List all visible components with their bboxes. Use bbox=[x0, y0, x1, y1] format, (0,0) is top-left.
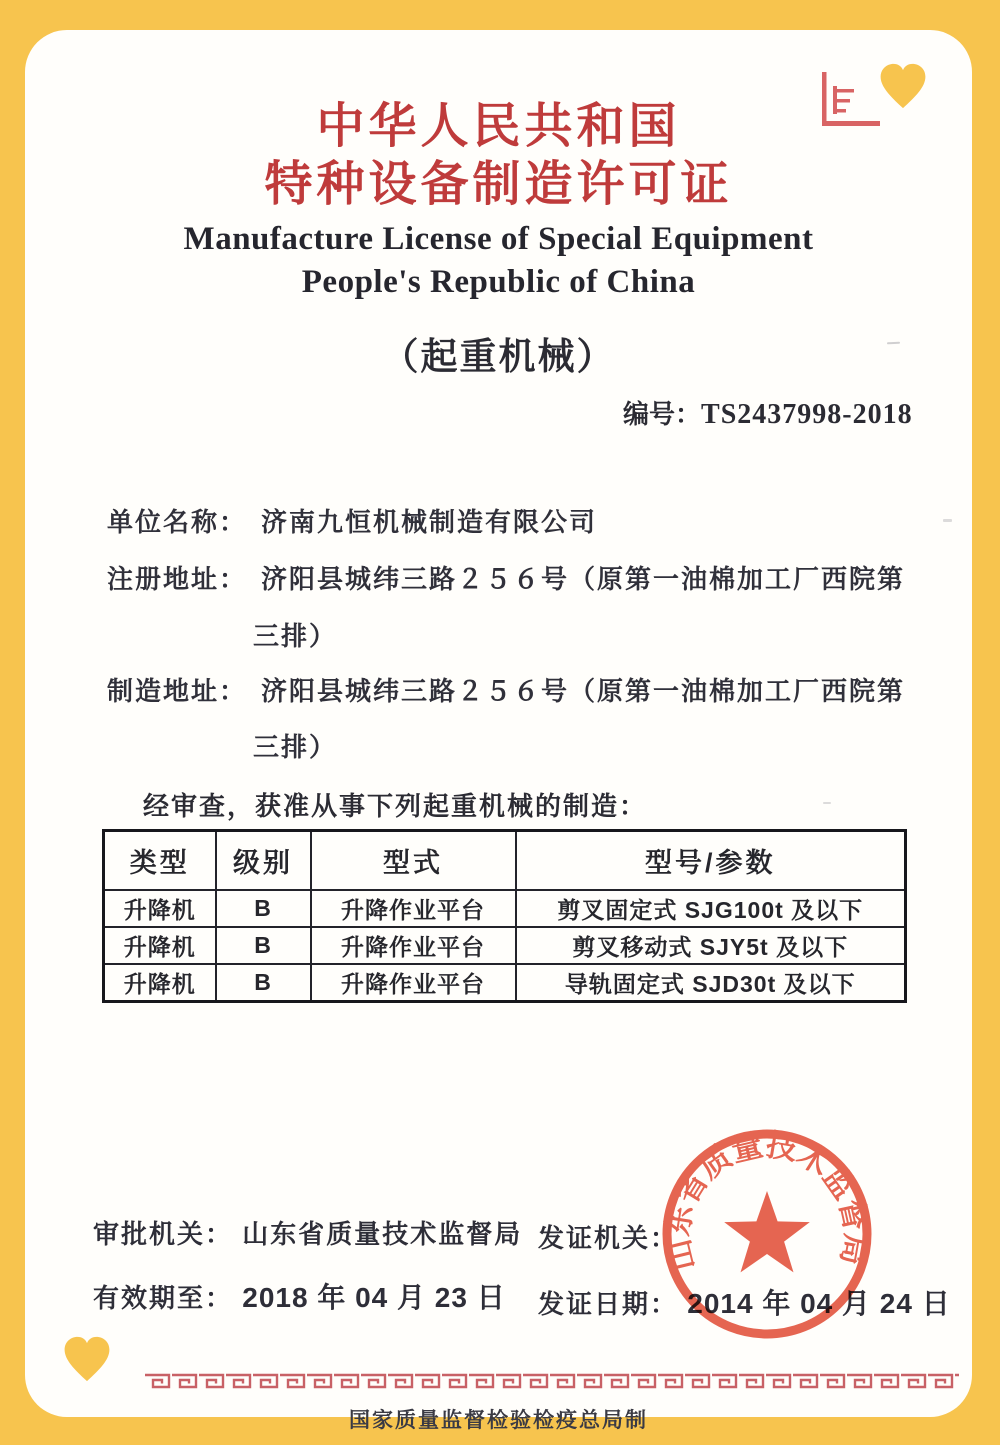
registered-address-line2: 三排） bbox=[253, 621, 338, 651]
table-row: 升降机 B 升降作业平台 导轨固定式 SJD30t 及以下 bbox=[104, 964, 906, 1002]
scan-artifact bbox=[943, 519, 952, 522]
registered-address-label: 注册地址： bbox=[107, 564, 248, 594]
col-header-grade: 级别 bbox=[216, 831, 311, 891]
title-cn-line1: 中华人民共和国 bbox=[316, 100, 681, 153]
manufacture-address-label: 制造地址： bbox=[107, 676, 248, 706]
col-header-type: 类型 bbox=[104, 831, 216, 891]
valid-until-label: 有效期至： bbox=[93, 1283, 234, 1313]
serial-value: TS2437998-2018 bbox=[701, 399, 913, 430]
table-row: 升降机 B 升降作业平台 剪叉固定式 SJG100t 及以下 bbox=[104, 890, 906, 927]
col-header-form: 型式 bbox=[311, 831, 516, 891]
issue-date-label: 发证日期： bbox=[538, 1289, 679, 1319]
manufacture-address-line2: 三排） bbox=[253, 732, 338, 762]
manufacture-address-line1: 济阳县城纬三路２５６号（原第一油棉加工厂西院第 bbox=[261, 676, 906, 706]
equipment-table bbox=[102, 829, 907, 1003]
issue-date-value: 2014 年 04 月 24 日 bbox=[687, 1288, 951, 1319]
company-row bbox=[107, 502, 597, 539]
equipment-category: （起重机械） bbox=[381, 336, 616, 377]
bottom-authority-text: 国家质量监督检验检疫总局制 bbox=[349, 1409, 648, 1432]
approver-row bbox=[93, 1214, 522, 1251]
company-value: 济南九恒机械制造有限公司 bbox=[261, 507, 598, 537]
registered-address-line1: 济阳县城纬三路２５６号（原第一油棉加工厂西院第 bbox=[261, 564, 906, 594]
approval-intro: 经审查，获准从事下列起重机械的制造： bbox=[143, 791, 648, 821]
table-header-row bbox=[104, 831, 906, 891]
heart-icon bbox=[59, 1333, 115, 1389]
registered-address-row bbox=[107, 559, 905, 596]
company-label: 单位名称： bbox=[107, 507, 248, 537]
approver-label: 审批机关： bbox=[93, 1219, 234, 1249]
title-en-line1: Manufacture License of Special Equipment bbox=[183, 221, 814, 257]
serial-label: 编号： bbox=[623, 399, 702, 429]
title-cn-line2: 特种设备制造许可证 bbox=[264, 158, 733, 211]
col-header-model: 型号/参数 bbox=[516, 831, 906, 891]
license-serial bbox=[623, 394, 913, 431]
table-row: 升降机 B 升降作业平台 剪叉移动式 SJY5t 及以下 bbox=[104, 927, 906, 964]
title-en-line2: People's Republic of China bbox=[301, 264, 696, 300]
seal-text: 山东省质量技术监督局 bbox=[659, 1126, 875, 1275]
official-seal-stamp bbox=[655, 1122, 879, 1346]
valid-until-value: 2018 年 04 月 23 日 bbox=[242, 1282, 506, 1313]
valid-until-row bbox=[93, 1276, 506, 1316]
meander-border bbox=[145, 1372, 959, 1390]
scan-artifact bbox=[823, 802, 831, 804]
certificate-paper bbox=[25, 30, 972, 1432]
star-icon bbox=[724, 1191, 810, 1272]
approver-value: 山东省质量技术监督局 bbox=[242, 1219, 523, 1249]
manufacture-address-row bbox=[107, 671, 905, 708]
issuer-label: 发证机关： bbox=[538, 1223, 679, 1253]
